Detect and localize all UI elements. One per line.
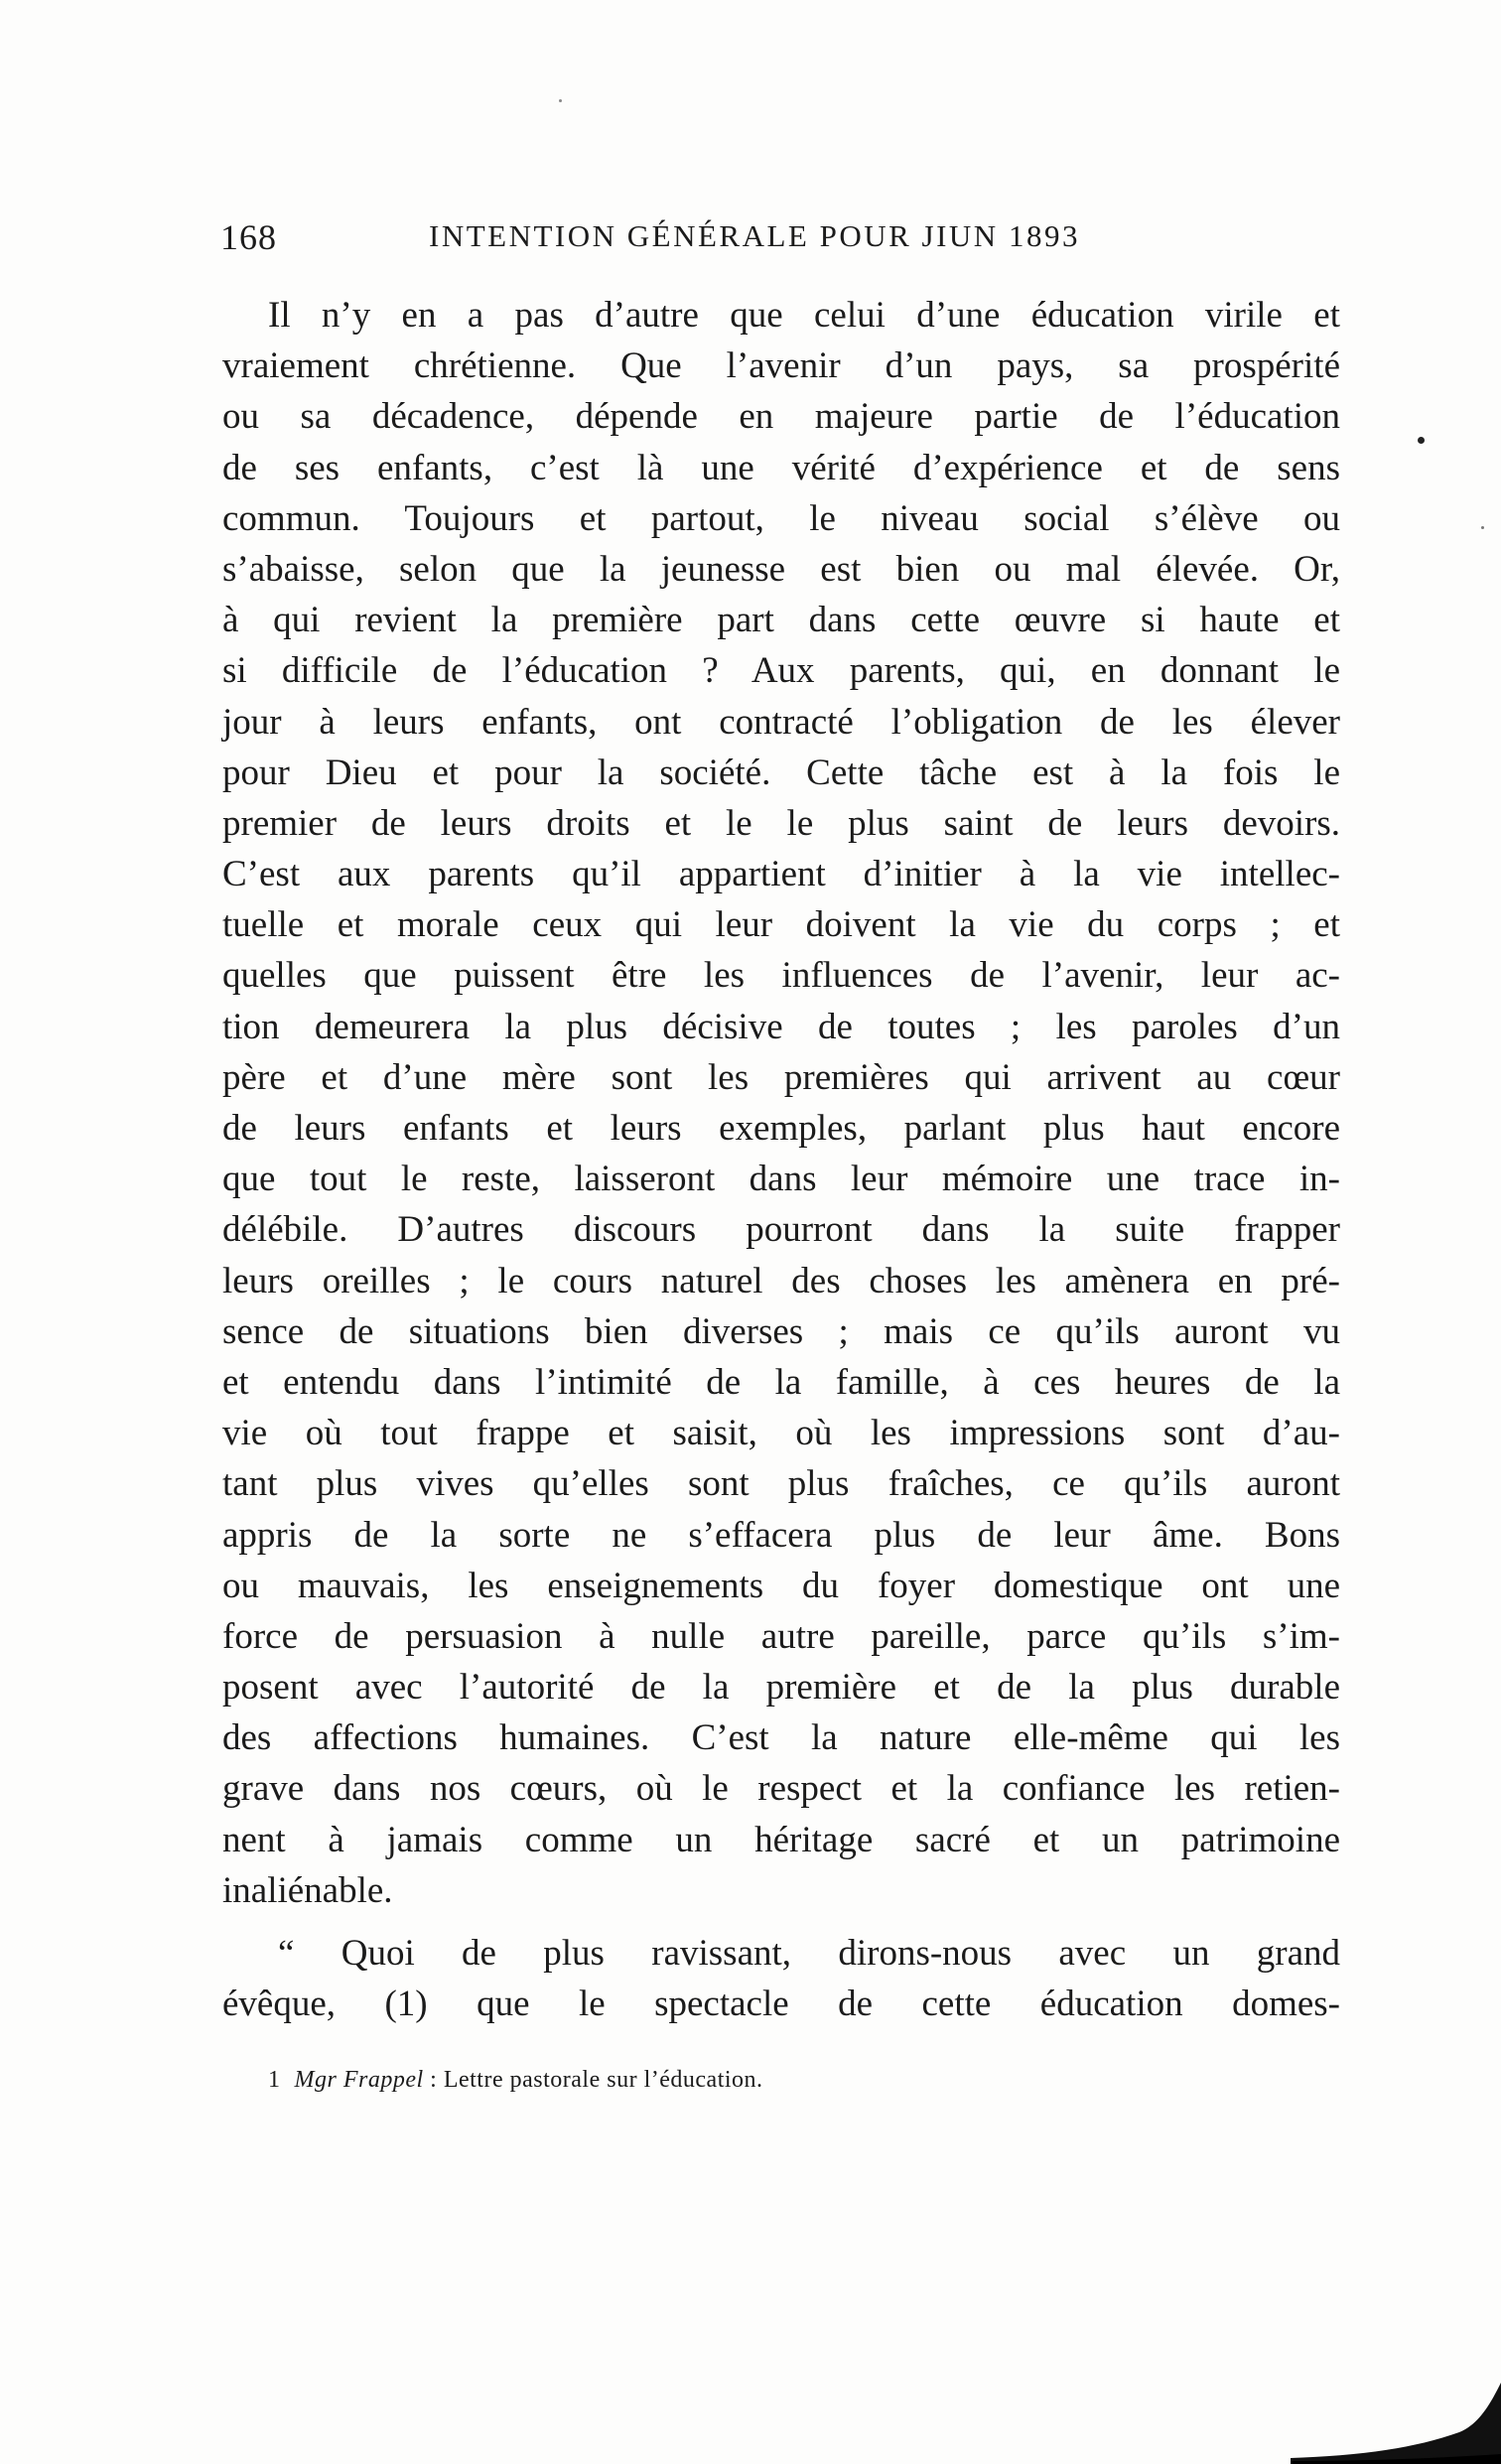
- text-line: premier de leurs droits et le le plus saint de leurs devoirs.: [222, 802, 1340, 844]
- text-line: vraiement chrétienne. Que l’avenir d’un pays, sa prospérité: [222, 345, 1340, 387]
- text-line: ou sa décadence, dépende en majeure partie de l’éducation: [222, 396, 1340, 438]
- paragraph-1: [222, 290, 1340, 1916]
- text-line: quelles que puissent être les influences de l’avenir, leur ac-: [222, 955, 1340, 997]
- text-line: que tout le reste, laisseront dans leur mémoire une trace in-: [222, 1159, 1340, 1200]
- text-line: délébile. D’autres discours pourront dans la suite frapper: [222, 1209, 1340, 1251]
- text-line: nent à jamais comme un héritage sacré et un patrimoine: [222, 1819, 1340, 1860]
- page-header: [220, 216, 1163, 266]
- page-number: 168: [220, 217, 277, 257]
- text-line: tion demeurera la plus décisive de toutes ; les paroles d’un: [222, 1006, 1340, 1047]
- text-line: leurs oreilles ; le cours naturel des choses les amènera en pré-: [222, 1260, 1340, 1301]
- text-line: tant plus vives qu’elles sont plus fraîches, ce qu’ils auront: [222, 1463, 1340, 1505]
- margin-ink-dot: [1481, 526, 1484, 529]
- text-line: des affections humaines. C’est la nature elle-même qui les: [222, 1717, 1340, 1759]
- text-line: s’abaisse, selon que la jeunesse est bien ou mal élevée. Or,: [222, 548, 1340, 590]
- text-line: grave dans nos cœurs, où le respect et la confiance les retien-: [222, 1768, 1340, 1810]
- text-line: Il n’y en a pas d’autre que celui d’une éducation virile et: [268, 295, 1340, 336]
- paragraph-gap: [222, 1916, 1340, 1928]
- text-line: tuelle et morale ceux qui leur doivent la vie du corps ; et: [222, 904, 1340, 946]
- body-text: [222, 290, 1340, 2029]
- text-line: évêque, (1) que le spectacle de cette éducation domes-: [222, 1984, 1340, 2025]
- text-line: et entendu dans l’intimité de la famille, à ces heures de la: [222, 1361, 1340, 1403]
- paragraph-2: [222, 1928, 1340, 2029]
- footnote: [268, 2067, 763, 2094]
- margin-ink-dot: [1418, 437, 1425, 444]
- text-line: à qui revient la première part dans cette œuvre si haute et: [222, 600, 1340, 641]
- text-line: de ses enfants, c’est là une vérité d’expérience et de sens: [222, 447, 1340, 488]
- text-line: appris de la sorte ne s’effacera plus de leur âme. Bons: [222, 1514, 1340, 1556]
- text-line: posent avec l’autorité de la première et de la plus durable: [222, 1667, 1340, 1709]
- text-line: ou mauvais, les enseignements du foyer domestique ont une: [222, 1565, 1340, 1606]
- text-line: jour à leurs enfants, ont contracté l’obligation de les élever: [222, 701, 1340, 743]
- text-line: C’est aux parents qu’il appartient d’initier à la vie intellec-: [222, 854, 1340, 895]
- page-curl-shadow: [1291, 2363, 1501, 2464]
- text-line: sence de situations bien diverses ; mais ce qu’ils auront vu: [222, 1310, 1340, 1352]
- text-line: pour Dieu et pour la société. Cette tâche est à la fois le: [222, 752, 1340, 793]
- scan-speck: [559, 99, 562, 102]
- running-head: INTENTION GÉNÉRALE POUR JIUN 1893: [429, 218, 1080, 253]
- footnote-marker: 1: [268, 2067, 281, 2093]
- footnote-text: : Lettre pastorale sur l’éducation.: [430, 2067, 763, 2093]
- text-line: si difficile de l’éducation ? Aux parents, qui, en donnant le: [222, 650, 1340, 692]
- text-line: “ Quoi de plus ravissant, dirons-nous avec un grand: [278, 1933, 1340, 1974]
- text-line: de leurs enfants et leurs exemples, parlant plus haut encore: [222, 1108, 1340, 1149]
- text-line: inaliénable.: [222, 1869, 393, 1911]
- text-line: vie où tout frappe et saisit, où les impressions sont d’au-: [222, 1413, 1340, 1454]
- text-line: père et d’une mère sont les premières qui arrivent au cœur: [222, 1056, 1340, 1098]
- text-line: commun. Toujours et partout, le niveau social s’élève ou: [222, 497, 1340, 539]
- text-line: force de persuasion à nulle autre pareille, parce qu’ils s’im-: [222, 1615, 1340, 1657]
- footnote-author: Mgr Frappel: [294, 2067, 424, 2093]
